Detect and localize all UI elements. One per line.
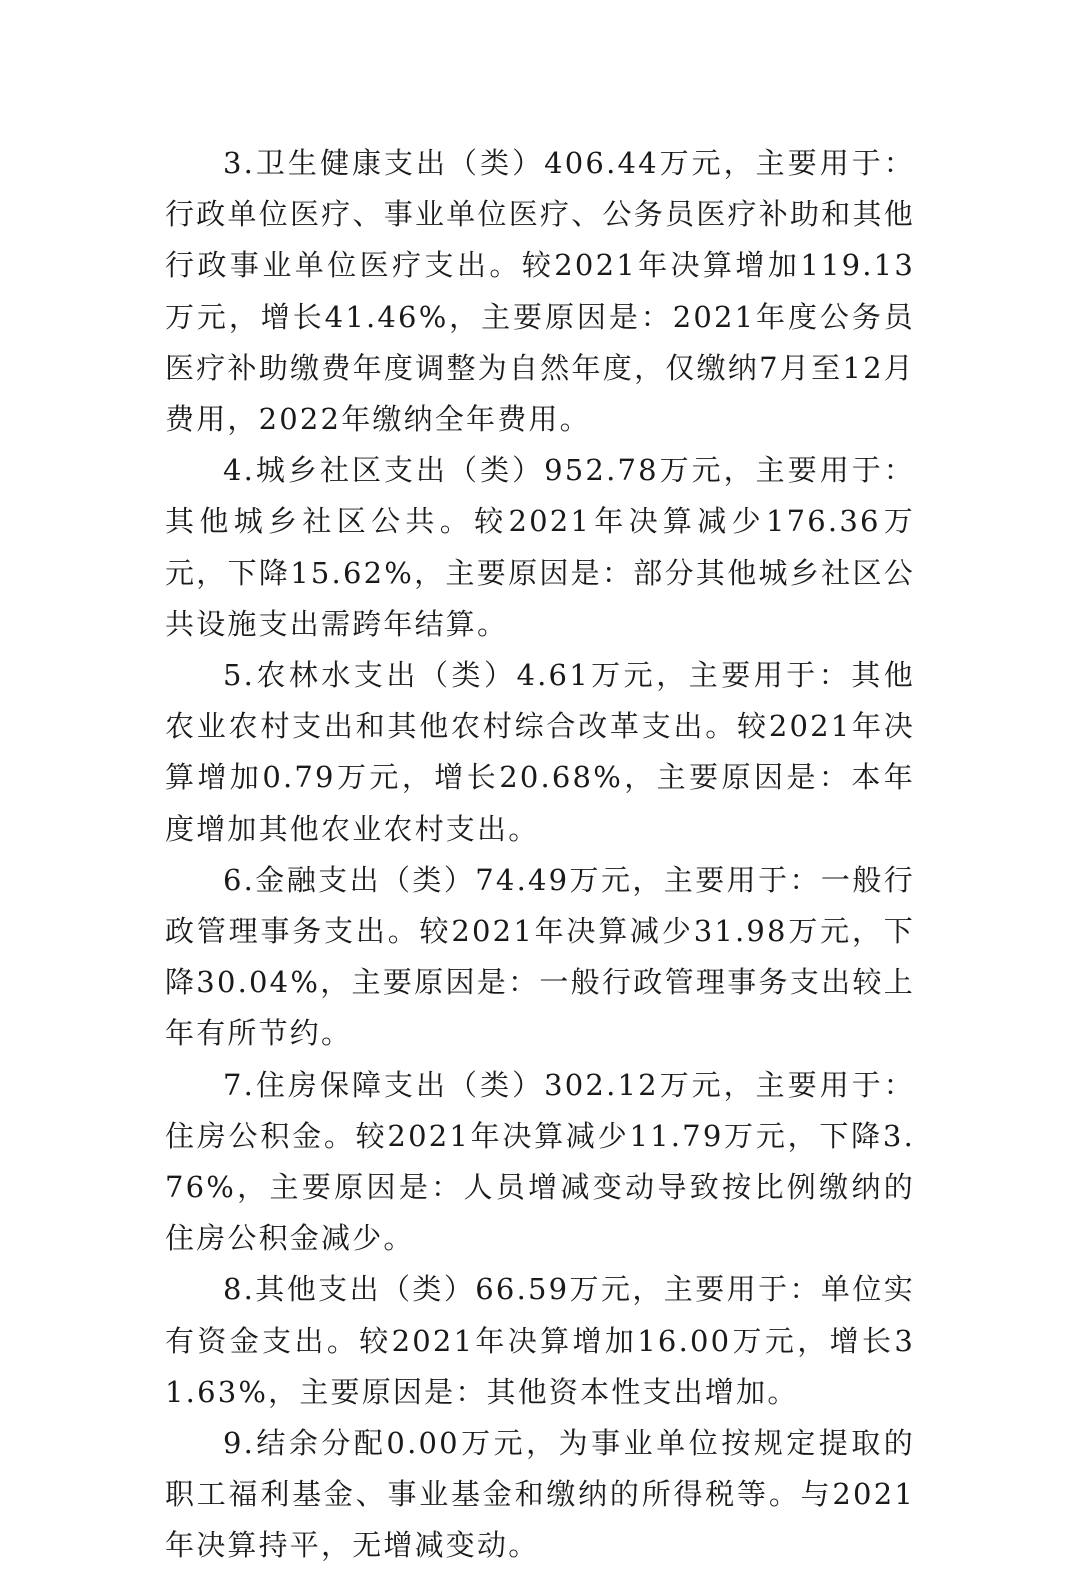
paragraph-surplus-distribution: 9.结余分配0.00万元，为事业单位按规定提取的职工福利基金、事业基金和缴纳的所得税等。与2021年决算持平，无增减变动。 [165,1426,915,1563]
paragraph-agriculture-forestry-water-expenditure: 5.农林水支出（类）4.61万元，主要用于：其他农业农村支出和其他农村综合改革支出。较2021年决算增加0.79万元，增长20.68%，主要原因是：本年度增加其他农业农村支出。 [165,658,915,846]
paragraph-health-expenditure: 3.卫生健康支出（类）406.44万元，主要用于：行政单位医疗、事业单位医疗、公务员医疗补助和其他行政事业单位医疗支出。较2021年决算增加119.13万元，增长41.46%，主要原因是：2021年度公务员医疗补助缴费年度调整为自然年度，仅缴纳7月至12月费用，2022年缴纳全年费用。 [165,146,915,437]
paragraph-finance-expenditure: 6.金融支出（类）74.49万元，主要用于：一般行政管理事务支出。较2021年决算减少31.98万元，下降30.04%，主要原因是：一般行政管理事务支出较上年有所节约。 [165,862,915,1051]
paragraph-housing-security-expenditure: 7.住房保障支出（类）302.12万元，主要用于：住房公积金。较2021年决算减少11.79万元，下降3.76%，主要原因是：人员增减变动导致按比例缴纳的住房公积金减少。 [165,1067,915,1256]
paragraph-urban-rural-community-expenditure: 4.城乡社区支出（类）952.78万元，主要用于：其他城乡社区公共。较2021年决算减少176.36万元，下降15.62%，主要原因是：部分其他城乡社区公共设施支出需跨年结算。 [165,453,915,641]
paragraph-other-expenditure: 8.其他支出（类）66.59万元，主要用于：单位实有资金支出。较2021年决算增加16.00万元，增长31.63%，主要原因是：其他资本性支出增加。 [165,1272,915,1409]
document-body [165,138,915,1572]
